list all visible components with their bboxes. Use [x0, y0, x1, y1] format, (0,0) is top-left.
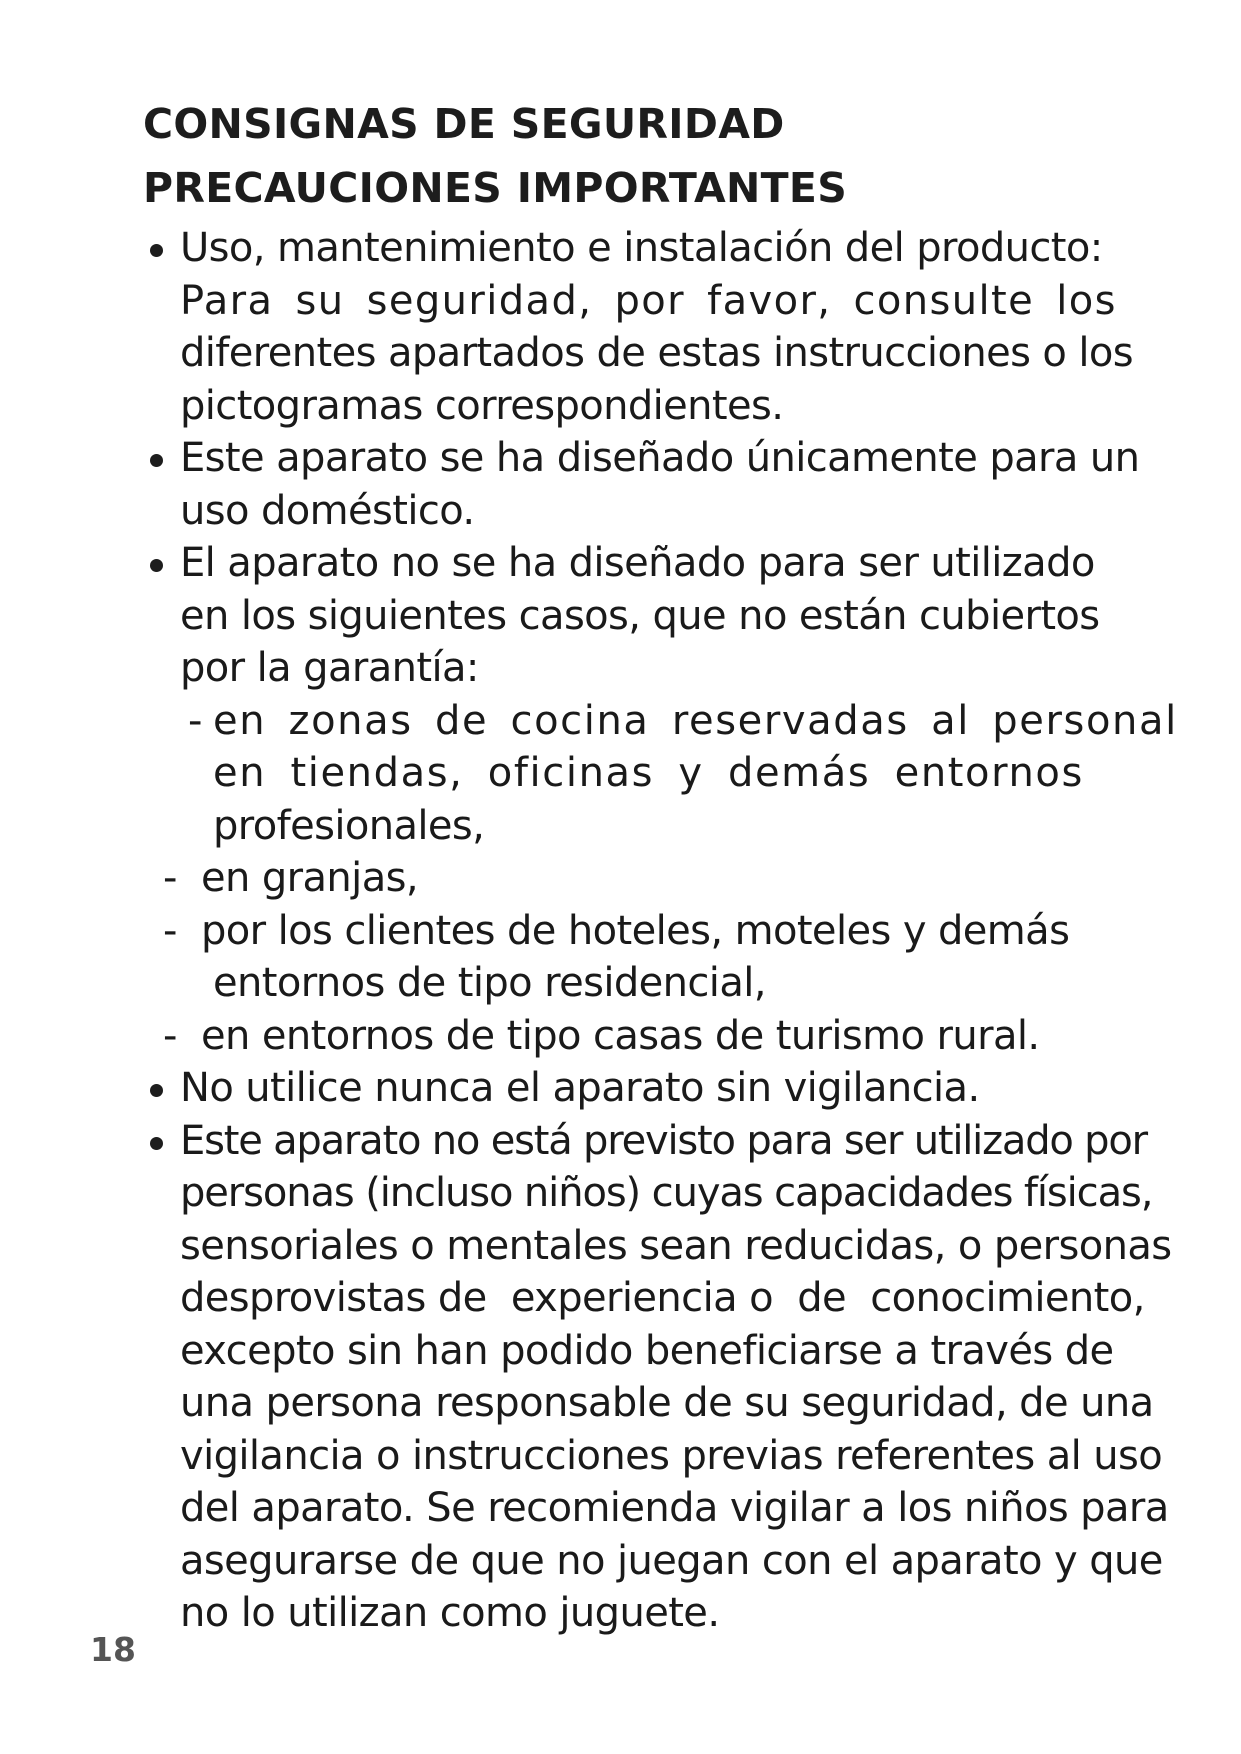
dash-marker: - — [163, 1012, 177, 1059]
sub-item-line: entornos de tipo residencial, — [213, 960, 766, 1006]
safety-list — [143, 222, 1183, 1640]
dash-marker: - — [163, 907, 177, 954]
bullet-line: por la garantía: — [180, 645, 479, 691]
bullet-line: pictogramas correspondientes. — [180, 382, 784, 429]
bullet-icon — [150, 559, 163, 572]
bullet-item-usage — [143, 222, 1183, 432]
sub-item-line: en entornos de tipo casas de turismo rural. — [201, 1012, 1040, 1059]
bullet-line: diferentes apartados de estas instrucciones o los — [180, 330, 1134, 376]
bullet-item-domestic-use — [143, 432, 1183, 537]
heading-block — [143, 92, 1143, 220]
bullet-line: uso doméstico. — [180, 487, 475, 534]
bullet-line: Este aparato se ha diseñado únicamente para un — [180, 435, 1140, 481]
sub-item-line: en zonas de cocina reservadas al personal — [213, 697, 1178, 744]
bullet-line: Uso, mantenimiento e instalación del producto: — [180, 225, 1103, 271]
sub-item-farms — [143, 852, 1183, 905]
bullet-line: personas (incluso niños) cuyas capacidades físicas, — [180, 1170, 1153, 1216]
sub-item-hotels — [143, 905, 1183, 1010]
bullet-icon — [150, 454, 163, 467]
section-title: CONSIGNAS DE SEGURIDAD — [143, 100, 785, 148]
sub-item-rural-tourism — [143, 1010, 1183, 1063]
bullet-line: Este aparato no está previsto para ser utilizado por — [180, 1117, 1147, 1164]
bullet-icon — [150, 1084, 163, 1097]
bullet-icon — [150, 1137, 163, 1150]
bullet-line: del aparato. Se recomienda vigilar a los niños para — [180, 1485, 1169, 1531]
bullet-line: Para su seguridad, por favor, consulte los — [180, 277, 1117, 324]
section-subtitle: PRECAUCIONES IMPORTANTES — [143, 164, 848, 212]
sub-item-line: en tiendas, oficinas y demás entornos — [213, 750, 1084, 796]
bullet-line: excepto sin han podido beneficiarse a través de — [180, 1327, 1114, 1374]
sub-item-line: por los clientes de hoteles, moteles y demás — [201, 907, 1070, 954]
bullet-line: sensoriales o mentales sean reducidas, o personas — [180, 1222, 1172, 1269]
dash-marker: - — [188, 697, 202, 744]
bullet-item-reduced-capacities — [143, 1115, 1183, 1640]
page-number: 18 — [90, 1630, 136, 1669]
bullet-line: no lo utilizan como juguete. — [180, 1590, 720, 1636]
bullet-line: vigilancia o instrucciones previas referentes al uso — [180, 1432, 1163, 1479]
bullet-icon — [150, 244, 163, 257]
sub-item-kitchen-zones — [143, 695, 1183, 853]
bullet-line: una persona responsable de su seguridad, de una — [180, 1380, 1154, 1426]
bullet-item-not-designed-for — [143, 537, 1183, 695]
sub-item-line: en granjas, — [201, 855, 418, 901]
bullet-line: asegurarse de que no juegan con el aparato y que — [180, 1537, 1163, 1584]
bullet-line: El aparato no se ha diseñado para ser utilizado — [180, 540, 1095, 586]
sub-item-line: profesionales, — [213, 802, 485, 849]
bullet-line: No utilice nunca el aparato sin vigilancia. — [180, 1065, 980, 1111]
bullet-line: en los siguientes casos, que no están cubiertos — [180, 592, 1100, 639]
dash-marker: - — [163, 855, 177, 901]
bullet-line: desprovistas de experiencia o de conocimiento, — [180, 1275, 1145, 1321]
bullet-item-supervision — [143, 1062, 1183, 1115]
